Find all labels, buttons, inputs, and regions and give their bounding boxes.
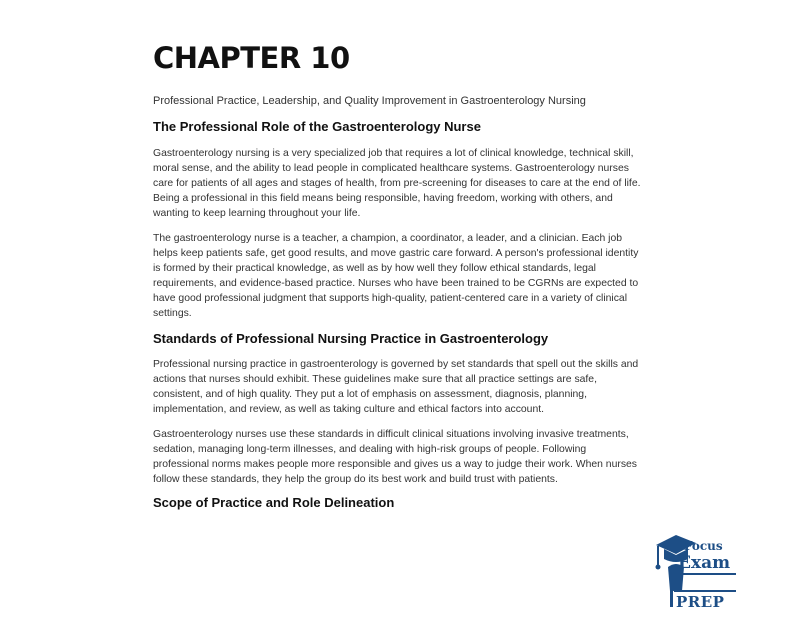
section-heading-standards: Standards of Professional Nursing Practice in Gastroenterology (153, 331, 549, 346)
section-heading-scope: Scope of Practice and Role Delineation (153, 495, 395, 510)
chapter-title: CHAPTER 10 (153, 41, 350, 75)
paragraph: Professional nursing practice in gastroenterology is governed by set standards that spell out the skills and actions that nurses should exhibit. These guidelines make sure that all practice settings are safe, consistent, and of high quality. They put a lot of emphasis on assessment, diagnosis, planning, implementation, and review, as well as taking culture and ethical factors into account. (153, 359, 639, 415)
section-heading-professional-role: The Professional Role of the Gastroenterology Nurse (153, 119, 481, 134)
logo-text-prep: PREP (676, 593, 725, 611)
chapter-subtitle: Professional Practice, Leadership, and Quality Improvement in Gastroenterology Nursing (153, 95, 586, 107)
paragraph: Gastroenterology nursing is a very specialized job that requires a lot of clinical knowledge, technical skill, moral sense, and the ability to lead people in complicated healthcare systems. Gastroenterology nurses care for patients of all ages and stages of health, from pre-screening for diseases to care at the end of life. Being a professional in this field means being responsible, having freedom, working with others, and wanting to keep learning throughout your life. (153, 148, 641, 219)
logo-text-focus: Focus (684, 539, 723, 553)
paragraph: Gastroenterology nurses use these standards in difficult clinical situations involving invasive treatments, sedation, managing long-term illnesses, and dealing with high-risk groups of people. Following professional norms makes people more responsible and gives us a way to judge their work. When nurses follow these standards, they help the group do its best work and build trust with patients. (153, 429, 637, 485)
focus-exam-prep-logo (652, 527, 738, 617)
logo-text-exam: Exam (678, 553, 731, 573)
paragraph: The gastroenterology nurse is a teacher, a champion, a coordinator, a leader, and a clinician. Each job helps keep patients safe, get good results, and move gastric care forward. A person's professional identity is formed by their practical knowledge, as well as by how well they follow ethical standards, legal requirements, and evidence-based practice. Nurses who have been trained to be CGRNs are expected to have good professional judgment that supports high-quality, patient-centered care in a variety of clinical settings. (153, 233, 639, 319)
document-page (153, 40, 643, 511)
